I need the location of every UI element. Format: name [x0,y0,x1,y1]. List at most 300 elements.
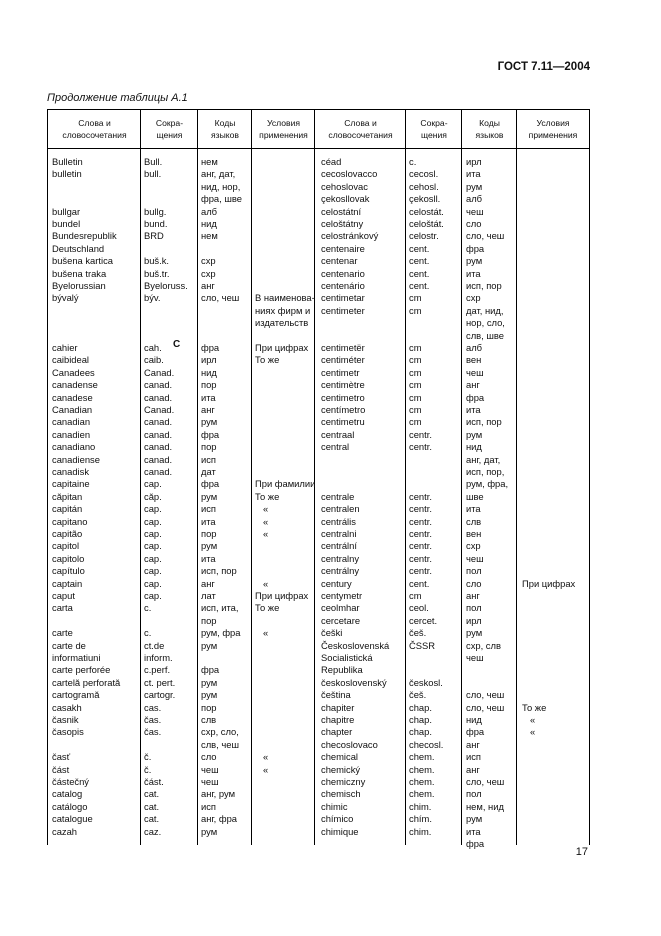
language-code-cell: вен [466,528,482,539]
condition-cell: « [263,503,269,515]
condition-cell: При цифрах [255,342,309,353]
language-code-cell: сло, чеш [466,776,505,787]
word-cell: caput [52,590,75,601]
abbreviation-cell: canad. [144,453,173,465]
abbreviation-cell: cat. [144,788,160,800]
word-cell: centimetar [321,292,365,304]
word-cell: century [321,577,352,589]
condition-cell: ниях фирм и [255,304,311,316]
word-cell: Bulletin [52,156,83,167]
language-code-cell: сло, чеш [466,689,505,701]
abbreviation-cell: cap. [144,478,162,490]
abbreviation-cell: bund. [144,218,168,229]
abbreviation-cell: cercet. [409,614,438,626]
abbreviation-cell: čas. [144,714,162,725]
abbreviation-cell: c.perf. [144,664,171,676]
word-cell: československý [321,676,387,688]
col-header-codes-right: Коды языков [475,118,504,140]
language-code-cell: фра, шве [201,193,242,205]
language-code-cell: ита [201,391,216,403]
language-code-cell: сло, чеш [201,292,240,304]
language-code-cell: сло, чеш [466,701,505,713]
language-code-cell: пол [466,565,482,577]
abbreviation-cell: cm [409,416,422,428]
abbreviation-cell: cas. [144,701,162,713]
word-cell: centralny [321,552,360,564]
word-cell: central [321,441,350,453]
abbreviation-cell: chem. [409,788,435,800]
word-cell: cecoslovacco [321,168,378,180]
abbreviation-cell: ČSSR [409,639,436,651]
word-cell: chímico [321,813,354,825]
condition-cell: « [263,515,269,527]
word-cell: Canadian [52,404,93,415]
language-code-cell: анг [201,280,215,291]
abbreviation-cell: canad. [144,379,173,391]
language-code-cell: анг [466,379,480,391]
section-letter: C [173,339,181,350]
abbreviation-cell: celoštát. [409,218,444,229]
abbreviation-cell: chap. [409,714,432,725]
word-cell: centimetr [321,366,360,378]
word-cell: částečný [52,776,89,787]
abbreviation-cell: centr. [409,428,432,440]
language-code-cell: вен [466,354,482,366]
abbreviation-cell: cm [409,342,422,353]
word-cell: căpitan [52,490,83,502]
abbreviation-cell: canad. [144,466,173,477]
abbreviation-cell: centr. [409,528,432,539]
word-cell: capítulo [52,565,85,577]
abbreviation-cell: cap. [144,528,162,539]
abbreviation-cell: chem. [409,763,435,775]
word-cell: Byelorussian [52,280,106,291]
abbreviation-cell: cm [409,590,422,601]
word-cell: chapter [321,726,353,738]
language-code-cell: анг [466,738,480,750]
language-code-cell: исп, ита, [201,602,239,614]
condition-cell: издательств [255,317,309,329]
word-cell: bušena kartica [52,255,113,267]
word-cell: chapitre [321,714,355,725]
word-cell: časopis [52,726,84,738]
word-cell: céad [321,156,342,167]
abbreviation-cell: č. [144,751,152,763]
condition-cell: При фамилии [255,478,316,490]
language-code-cell: шве [466,490,484,502]
word-cell: centimetro [321,391,365,403]
abbreviation-cell: cent. [409,267,430,279]
abbreviation-cell: cent. [409,280,430,291]
abbreviation-cell: českosl. [409,676,443,688]
language-code-cell: слв, чеш [201,738,239,750]
abbreviation-cell: češ. [409,689,427,701]
language-code-cell: рум, фра, [466,478,509,490]
language-code-cell: схр [201,255,216,267]
condition-cell: При цифрах [522,577,576,589]
abbreviation-cell: c. [144,602,152,614]
col-header-abbr-left: Сокра- щения [155,118,184,140]
word-cell: chemical [321,751,358,763]
language-code-cell: фра [201,478,220,490]
language-code-cell: схр [201,267,216,279]
word-cell: centenar [321,255,358,267]
abbreviation-cell: chim. [409,825,432,837]
abbreviation-cell: canad. [144,441,173,453]
language-code-cell: анг [201,404,215,415]
word-cell: Canadees [52,366,95,378]
word-cell: çekosllovak [321,193,370,205]
abbreviation-cell: cap. [144,540,162,552]
word-cell: časť [52,751,71,763]
language-code-cell: дат [201,466,216,477]
language-code-cell: чеш [201,763,219,775]
word-cell: bušena traka [52,267,107,279]
word-cell: bulletin [52,168,82,180]
word-cell: chemisch [321,788,361,800]
condition-cell: То же [255,602,280,614]
word-cell: centrální [321,540,357,552]
language-code-cell: слв [466,515,482,527]
language-code-cell: исп, пор, [466,466,505,477]
abbreviation-cell: bullg. [144,205,167,217]
condition-cell: « [263,528,269,539]
language-code-cell: сло [466,577,482,589]
abbreviation-cell: cap. [144,577,162,589]
col-header-words-left: Слова и словосочетания [62,118,127,140]
abbreviation-cell: centr. [409,565,432,577]
abbreviation-cell: ct. pert. [144,676,176,688]
word-cell: češki [321,627,343,639]
language-code-cell: ита [466,503,481,515]
abbreviation-cell: cap. [144,565,162,577]
language-code-cell: пор [201,614,217,626]
language-code-cell: ирл [466,156,482,167]
language-code-cell: ита [466,168,481,180]
language-code-cell: алб [201,205,218,217]
language-code-cell: анг [201,577,215,589]
word-cell: canadiense [52,453,100,465]
abbreviation-cell: Canad. [144,366,175,378]
word-cell: centiméter [321,354,365,366]
language-code-cell: чеш [466,652,484,663]
language-code-cell: алб [466,342,483,353]
condition-cell: « [263,577,269,589]
abbreviation-cell: č. [144,763,152,775]
table-body [48,148,589,849]
table-header [48,110,589,149]
language-code-cell: исп [201,800,217,812]
word-cell: caibideal [52,354,90,366]
abbreviation-cell: buš.k. [144,255,170,267]
language-code-cell: нид [201,366,217,378]
word-cell: centrale [321,490,355,502]
word-cell: cazah [52,825,78,837]
language-code-cell: нор, сло, [466,317,505,329]
word-cell: chimique [321,825,359,837]
abbreviation-cell: c. [409,156,417,167]
language-code-cell: нид [466,441,482,453]
language-code-cell: фра [466,726,485,738]
word-cell: centimetër [321,342,365,353]
language-code-cell: рум [201,689,218,701]
abbreviation-cell: cent. [409,255,430,267]
language-code-cell: фра [466,391,485,403]
abbreviation-cell: cap. [144,515,162,527]
language-code-cell: пор [201,441,217,453]
language-code-cell: лат [201,590,216,601]
language-code-cell: рум, фра [201,627,241,639]
word-cell: Deutschland [52,242,105,254]
word-cell: cehoslovac [321,180,368,192]
language-code-cell: ирл [466,614,482,626]
word-cell: celostránkový [321,230,379,242]
language-code-cell: ита [466,825,481,837]
language-code-cell: рум [466,627,483,639]
abbreviation-cell: cecosl. [409,168,439,180]
word-cell: capitolo [52,552,85,564]
col-header-abbr-right: Сокра- щения [420,118,448,140]
abbreviation-cell: cap. [144,590,162,601]
language-code-cell: анг [466,590,480,601]
word-cell: informatiuni [52,652,101,663]
language-code-cell: фра [201,342,220,353]
word-cell: canadian [52,416,91,428]
abbreviation-cell: centr. [409,441,432,453]
language-code-cell: рум [466,255,483,267]
language-code-cell: анг, дат, [466,453,501,465]
abbreviation-cell: chap. [409,726,432,738]
word-cell: carte [52,627,73,639]
word-cell: checoslovaco [321,738,378,750]
language-code-cell: фра [201,428,220,440]
language-code-cell: рум [466,428,483,440]
word-cell: cahier [52,342,78,353]
language-code-cell: рум [201,825,218,837]
language-code-cell: сло [466,218,482,229]
condition-cell: При цифрах [255,590,309,601]
language-code-cell: сло, чеш [466,230,505,242]
word-cell: bullgar [52,205,81,217]
abbreviation-cell: chem. [409,751,435,763]
word-cell: carta [52,602,73,614]
language-code-cell: исп, пор [466,416,502,428]
word-cell: Republika [321,664,363,676]
language-code-cell: анг, рум [201,788,236,800]
word-cell: časnik [52,714,79,725]
word-cell: centenário [321,280,365,291]
language-code-cell: анг [466,763,480,775]
word-cell: carte de [52,639,86,651]
word-cell: canadien [52,428,91,440]
table-caption: Продолжение таблицы А.1 [47,92,188,104]
word-cell: cercetare [321,614,361,626]
word-cell: centralni [321,528,357,539]
word-cell: centimètre [321,379,365,391]
language-code-cell: фра [466,242,485,254]
abbreviation-cell: celostát. [409,205,444,217]
condition-cell: « [530,726,536,738]
word-cell: cartelă perforată [52,676,121,688]
abbreviation-cell: cat. [144,800,160,812]
abbreviation-cell: chim. [409,800,432,812]
word-cell: catalog [52,788,83,800]
language-code-cell: нем [201,156,218,167]
language-code-cell: чеш [466,366,484,378]
language-code-cell: рум [201,639,218,651]
word-cell: captain [52,577,83,589]
word-cell: catálogo [52,800,88,812]
condition-cell: То же [522,701,547,713]
abbreviation-cell: buš.tr. [144,267,170,279]
language-code-cell: нид [201,218,217,229]
language-code-cell: исп [466,751,482,763]
word-cell: chemický [321,763,361,775]
word-cell: centímetro [321,404,366,415]
word-cell: centrális [321,515,356,527]
word-cell: canadiano [52,441,96,453]
language-code-cell: ирл [201,354,217,366]
word-cell: centenario [321,267,365,279]
word-cell: chapiter [321,701,355,713]
language-code-cell: схр, сло, [201,726,239,738]
language-code-cell: пол [466,602,482,614]
language-code-cell: исп [201,453,217,465]
word-cell: centenaire [321,242,365,254]
abbreviation-cell: býv. [144,292,161,304]
language-code-cell: сло [201,751,217,763]
language-code-cell: анг, дат, [201,168,236,180]
abbreviation-cell: chap. [409,701,432,713]
abbreviation-cell: inform. [144,652,173,663]
abbreviation-cell: centr. [409,552,432,564]
word-cell: Socialistická [321,652,373,663]
word-cell: canadisk [52,466,90,477]
word-cell: Československá [321,639,390,651]
language-code-cell: ита [466,267,481,279]
word-cell: canadense [52,379,98,391]
abbreviation-cell: ceol. [409,602,429,614]
language-code-cell: схр [466,292,481,304]
word-cell: celostátní [321,205,362,217]
abbreviation-cell: canad. [144,416,173,428]
language-code-cell: слв, шве [466,329,504,341]
abbreviation-cell: cent. [409,242,430,254]
abbreviation-cell: Canad. [144,404,175,415]
language-code-cell: алб [466,193,483,205]
word-cell: čeština [321,689,351,701]
language-code-cell: нид, нор, [201,180,241,192]
language-code-cell: чеш [201,776,219,787]
abbreviation-cell: cap. [144,552,162,564]
condition-cell: « [530,714,536,725]
abbreviation-cell: češ. [409,627,427,639]
abbreviation-cell: cm [409,304,422,316]
language-code-cell: исп [201,503,217,515]
abbreviation-cell: cm [409,379,422,391]
word-cell: carte perforée [52,664,111,676]
abbreviation-cell: cehosl. [409,180,439,192]
abbreviation-cell: cm [409,354,422,366]
abbreviation-cell: část. [144,776,164,787]
language-code-cell: фра [466,838,485,849]
language-code-cell: чеш [466,552,484,564]
language-code-cell: рум [466,813,483,825]
abbreviation-cell: celostr. [409,230,439,242]
word-cell: capitán [52,503,83,515]
abbreviation-cell: caz. [144,825,162,837]
abbreviation-cell: cat. [144,813,160,825]
abbreviation-cell: centr. [409,503,432,515]
col-header-conditions-right: Условия применения [528,118,578,140]
word-cell: centrálny [321,565,360,577]
abbreviation-cell: cm [409,404,422,415]
language-code-cell: фра [201,664,220,676]
abbreviation-cell: centr. [409,540,432,552]
language-code-cell: пор [201,701,217,713]
language-code-cell: рум [201,416,218,428]
word-cell: centimeter [321,304,365,316]
word-cell: část [52,763,70,775]
abbreviation-cell: cartogr. [144,689,176,701]
page-number: 17 [575,846,588,858]
language-code-cell: нем [201,230,218,242]
abbreviation-cell: bull. [144,168,162,180]
language-code-cell: ита [201,515,216,527]
word-cell: bundel [52,218,81,229]
language-code-cell: ита [466,404,481,415]
word-cell: Bundesrepublik [52,230,117,242]
abbreviation-cell: Byeloruss. [144,280,188,291]
language-code-cell: рум [201,540,218,552]
abbreviation-cell: c. [144,627,152,639]
language-code-cell: рум [466,180,483,192]
abbreviation-cell: cm [409,391,422,403]
language-code-cell: рум [201,490,218,502]
abbreviation-cell: cm [409,292,422,304]
abbreviation-cell: canad. [144,428,173,440]
language-code-cell: нем, нид [466,800,504,812]
abbreviation-cell: caib. [144,354,164,366]
word-cell: canadese [52,391,93,403]
word-cell: catalogue [52,813,93,825]
abbreviation-cell: chím. [409,813,432,825]
word-cell: centralen [321,503,360,515]
word-cell: chimic [321,800,348,812]
language-code-cell: исп, пор [201,565,237,577]
abbreviation-cell: cent. [409,577,430,589]
word-cell: cartogramă [52,689,100,701]
word-cell: celoštátny [321,218,364,229]
col-header-codes-left: Коды языков [211,118,239,140]
word-cell: capitaine [52,478,90,490]
abbreviation-cell: BRD [144,230,164,242]
abbreviation-cell: ct.de [144,639,165,651]
language-code-cell: рум [201,676,218,688]
language-code-cell: схр, слв [466,639,501,651]
word-cell: centimetru [321,416,365,428]
condition-cell: В наименова- [255,292,315,304]
language-code-cell: ита [201,552,216,564]
abbreviation-cell: cah. [144,342,162,353]
abbreviation-cell: canad. [144,391,173,403]
word-cell: centraal [321,428,355,440]
language-code-cell: чеш [466,205,484,217]
word-cell: casakh [52,701,82,713]
condition-cell: То же [255,354,280,366]
abbreviation-cell: checosl. [409,738,444,750]
language-code-cell: анг, фра [201,813,238,825]
